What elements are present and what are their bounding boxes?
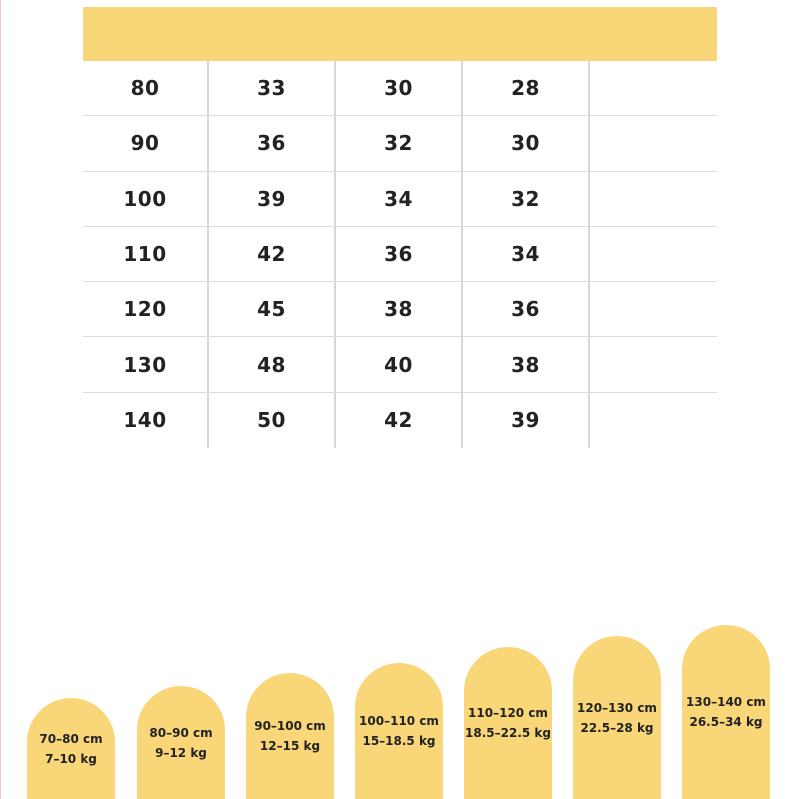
size-guide-height: 120–130 cm — [577, 700, 657, 715]
table-cell: 100 — [123, 186, 167, 211]
table-cell: 80 — [130, 76, 160, 101]
size-guide-weight: 15–18.5 kg — [362, 734, 436, 748]
table-row — [83, 227, 717, 282]
table-cell: 30 — [461, 116, 588, 170]
table-cell: 38 — [334, 282, 461, 336]
table-cell — [588, 172, 717, 226]
size-guide-height: 70–80 cm — [39, 731, 103, 746]
table-header-bar — [83, 7, 717, 61]
size-guide-card — [246, 673, 334, 799]
table-cell — [588, 116, 717, 170]
size-guide-height: 130–140 cm — [686, 695, 766, 709]
table-cell: 140 — [123, 408, 167, 433]
table-cell — [588, 337, 717, 391]
size-guide-weight: 7–10 kg — [45, 751, 97, 766]
size-guide-weight: 9–12 kg — [155, 745, 207, 760]
table-cell: 39 — [461, 393, 588, 448]
table-cell: 34 — [461, 227, 588, 281]
size-guide-weight: 26.5–34 kg — [689, 715, 763, 729]
table-cell: 36 — [461, 282, 588, 336]
table-cell: 48 — [207, 337, 334, 391]
table-cell: 30 — [334, 61, 461, 115]
table-cell — [588, 393, 717, 448]
table-cell: 32 — [461, 172, 588, 226]
table-cell: 40 — [334, 337, 461, 391]
table-cell: 28 — [461, 61, 588, 115]
table-cell: 32 — [334, 116, 461, 170]
size-guide-weight: 18.5–22.5 kg — [465, 726, 551, 740]
size-guide-card — [682, 625, 770, 799]
size-guide-card — [137, 686, 225, 799]
size-guide-height: 90–100 cm — [254, 719, 326, 733]
table-cell: 38 — [461, 337, 588, 391]
size-guide-height: 100–110 cm — [359, 714, 439, 728]
size-guide-height: 110–120 cm — [468, 706, 548, 720]
table-cell: 120 — [123, 297, 167, 322]
table-cell: 110 — [123, 242, 167, 267]
size-guide-card — [27, 698, 115, 799]
table-cell: 45 — [207, 282, 334, 336]
table-row — [83, 393, 717, 448]
table-cell: 130 — [123, 352, 167, 377]
table-cell: 34 — [334, 172, 461, 226]
size-guide-card — [573, 636, 661, 799]
size-guide-weight: 12–15 kg — [259, 739, 321, 753]
table-cell: 36 — [334, 227, 461, 281]
table-cell — [588, 61, 717, 115]
table-cell: 36 — [207, 116, 334, 170]
table-cell: 90 — [130, 131, 160, 156]
table-row — [83, 282, 717, 337]
table-row — [83, 337, 717, 392]
table-cell: 50 — [207, 393, 334, 448]
table-row — [83, 61, 717, 116]
size-guide-card — [464, 647, 552, 799]
table-cell — [588, 227, 717, 281]
table-row — [83, 116, 717, 171]
size-guide-height: 80–90 cm — [149, 725, 213, 740]
table-cell — [588, 282, 717, 336]
size-guide-card — [355, 663, 443, 799]
size-guide-weight: 22.5–28 kg — [580, 720, 654, 735]
table-cell: 42 — [334, 393, 461, 448]
page-edge-line — [0, 0, 1, 799]
table-cell: 42 — [207, 227, 334, 281]
table-cell: 39 — [207, 172, 334, 226]
table-row — [83, 172, 717, 227]
table-cell: 33 — [207, 61, 334, 115]
size-table — [83, 7, 717, 448]
table-body — [83, 61, 717, 448]
